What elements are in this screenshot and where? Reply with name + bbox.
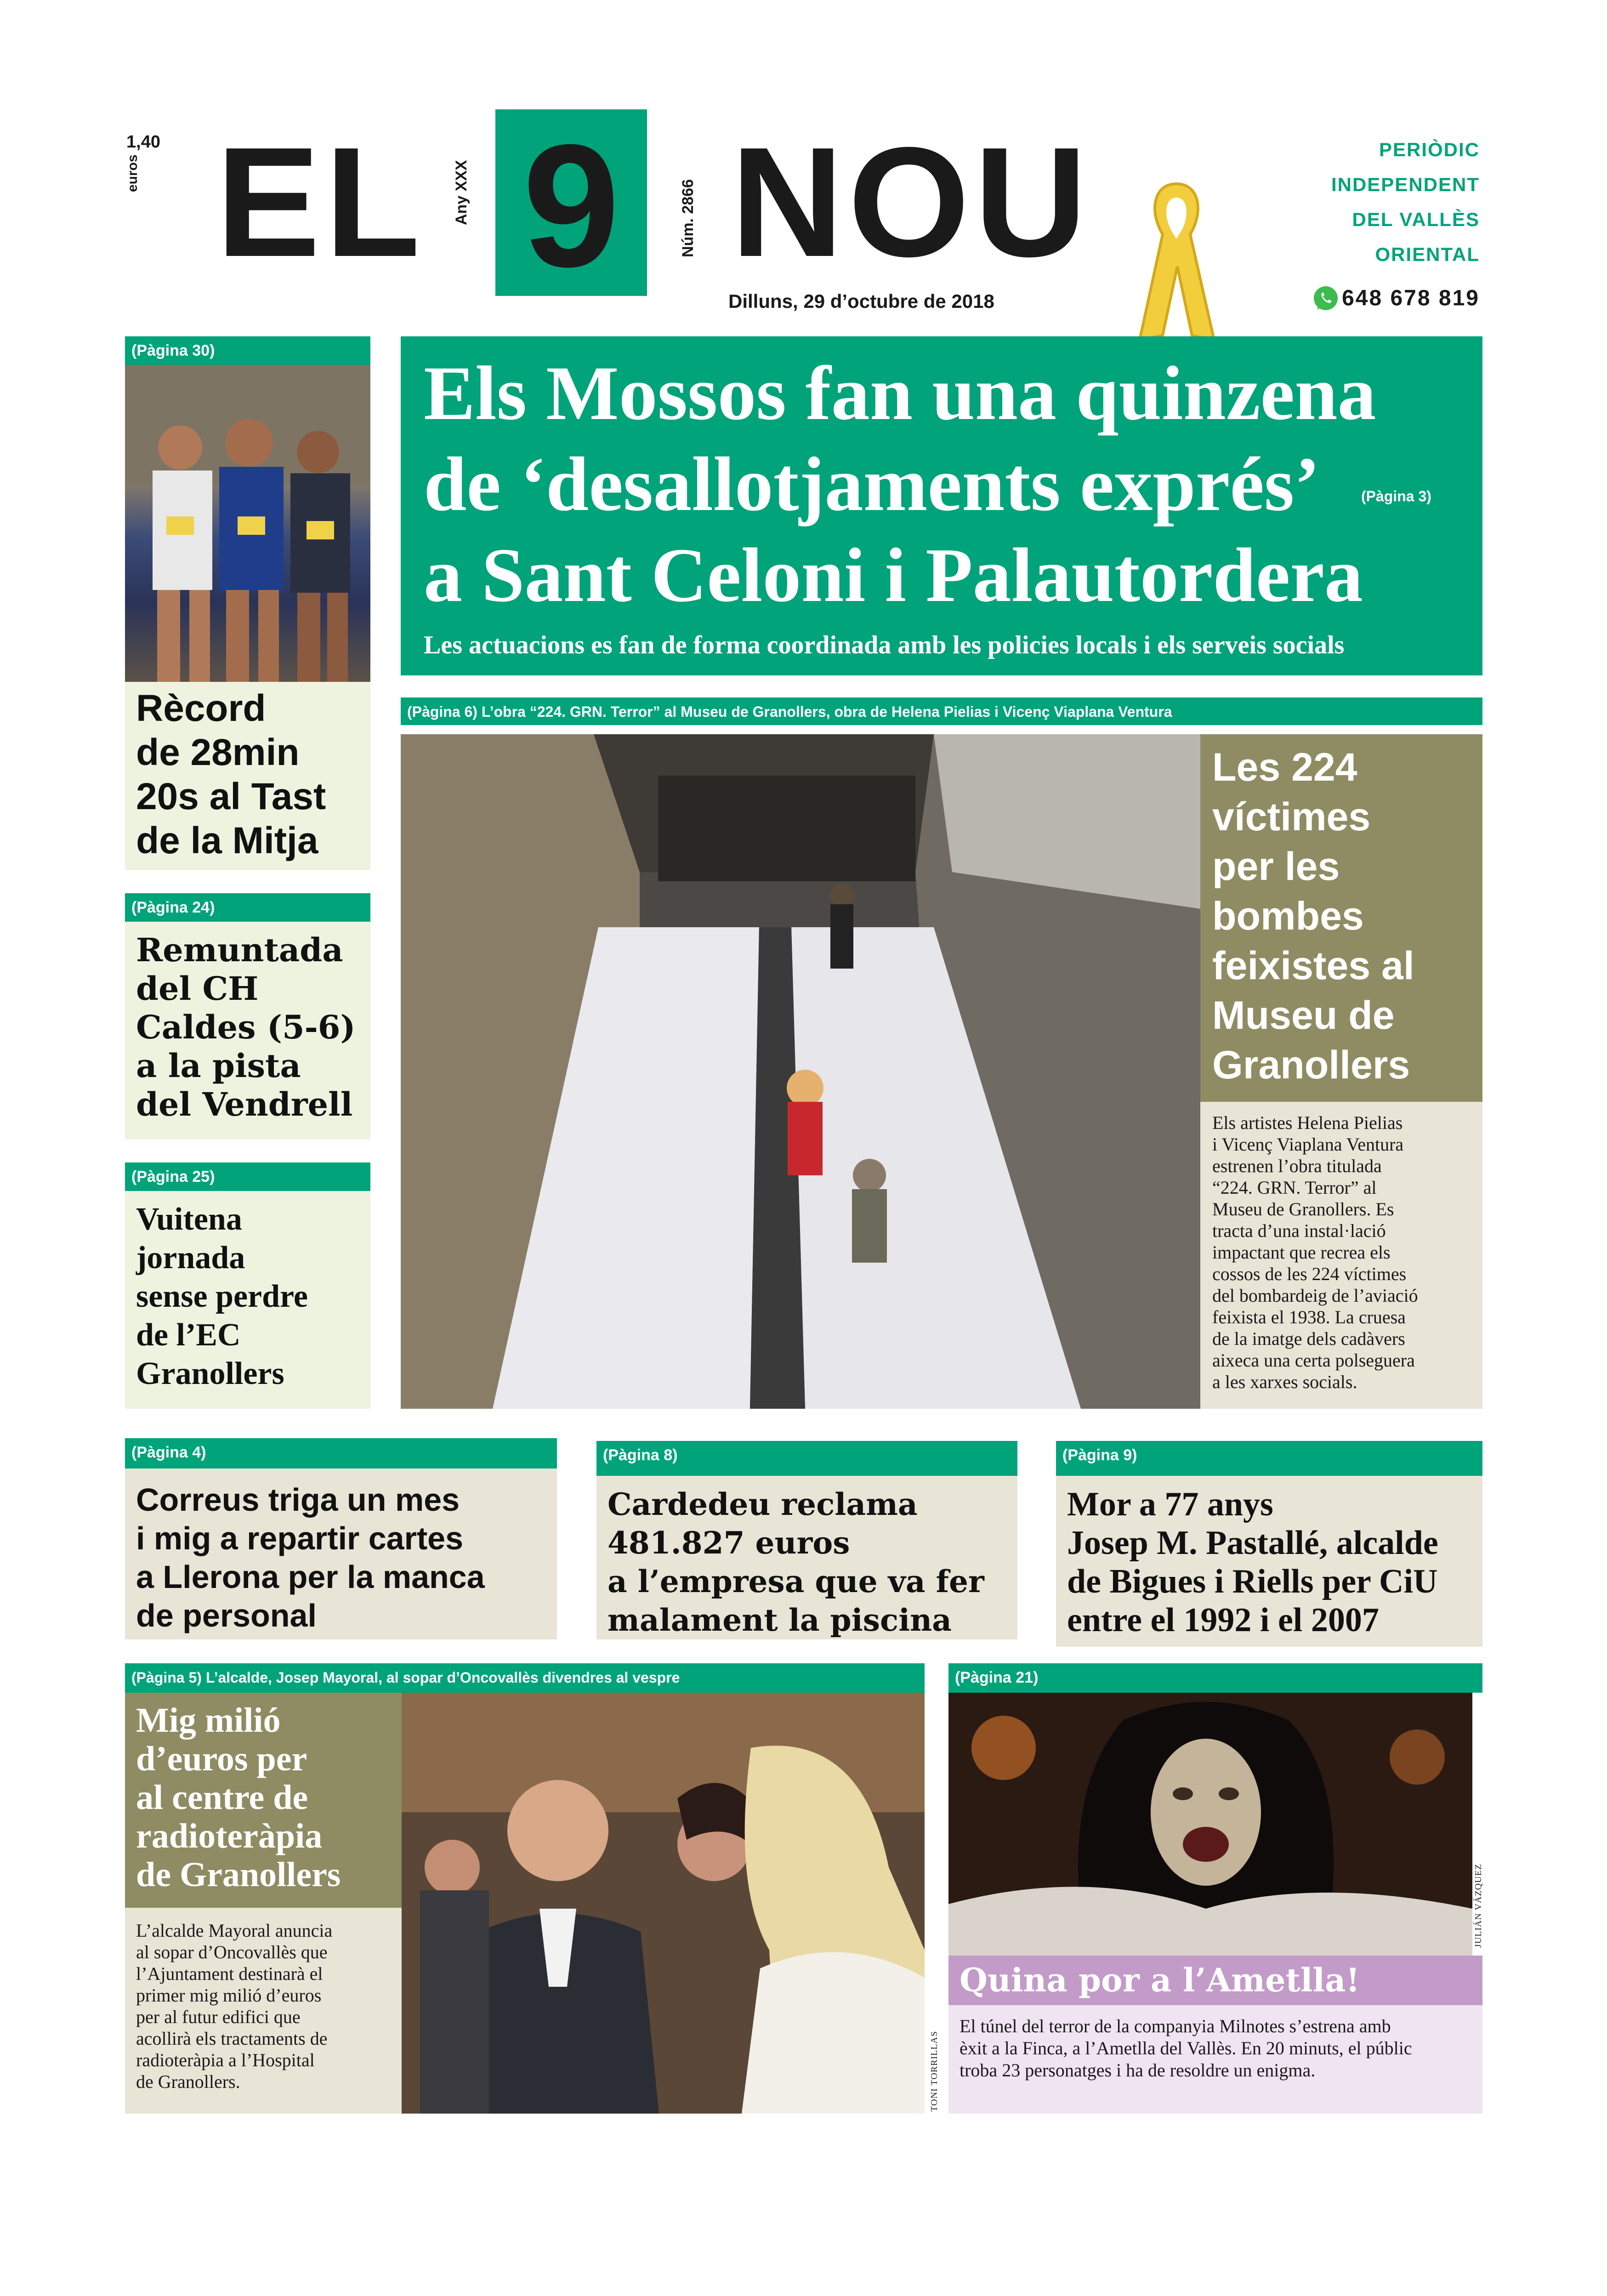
whatsapp-icon	[1312, 284, 1340, 312]
marathon-illustration	[125, 365, 370, 682]
ametlla-photo-credit: JULIÁN VÁZQUEZ	[1473, 1864, 1483, 1948]
feature-caption: (Pàgina 6) L’obra “224. GRN. Terror” al Museu de Granollers, obra de Helena Pielias i Vicenç Viaplana Ventura	[401, 697, 1482, 725]
feature-headline	[1212, 743, 1471, 1090]
headline-line: 481.827 euros	[608, 1525, 850, 1561]
body-line: a les xarxes socials.	[1212, 1372, 1357, 1392]
body-line: El túnel del terror de la companyia Milnotes s’estrena amb	[960, 2016, 1391, 2036]
row3-a-headline	[136, 1480, 546, 1635]
lead-headline-line: de ‘desallotjaments exprés’	[424, 442, 1320, 527]
sidebar-2-page: (Pàgina 24)	[125, 893, 370, 922]
feature-title-box[interactable]	[1200, 734, 1482, 1102]
bottom-left-title-box[interactable]	[125, 1693, 402, 1908]
headline-line: de l’EC	[136, 1317, 241, 1353]
sidebar-1-headline	[136, 686, 359, 863]
bottom-right-title-box[interactable]	[948, 1956, 1482, 2005]
headline-line: al centre de	[136, 1778, 308, 1817]
body-line: Museu de Granollers. Es	[1212, 1199, 1394, 1219]
bottom-right-headline: Quina por a l’Ametlla!	[960, 1961, 1360, 1999]
headline-line: Mor a 77 anys	[1067, 1485, 1273, 1523]
bottom-right-page: (Pàgina 21)	[948, 1663, 1482, 1693]
publication-date: Dilluns, 29 d’octubre de 2018	[728, 290, 994, 312]
headline-line: per les	[1212, 845, 1340, 889]
sidebar-3-story[interactable]	[125, 1191, 370, 1409]
brand-number: 9	[522, 108, 620, 303]
sidebar-3-page: (Pàgina 25)	[125, 1162, 370, 1191]
sidebar-3-headline	[136, 1200, 359, 1393]
body-line: del bombardeig de l’aviació	[1212, 1285, 1418, 1306]
sidebar-1-story[interactable]	[125, 682, 370, 870]
phone-line	[1264, 284, 1480, 312]
row3-c-story[interactable]	[1056, 1476, 1482, 1647]
museum-photo[interactable]	[401, 734, 1200, 1409]
headline-line: de personal	[136, 1598, 317, 1633]
headline-line: de la Mitja	[136, 820, 318, 862]
tagline-line: INDEPENDENT	[1331, 174, 1480, 195]
headline-line: Josep M. Pastallé, alcalde	[1067, 1524, 1438, 1562]
masthead	[0, 0, 1607, 331]
headline-line: a Llerona per la manca	[136, 1559, 485, 1595]
feature-body-box	[1200, 1102, 1482, 1409]
headline-line: malament la piscina	[608, 1602, 952, 1638]
row3-c-page: (Pàgina 9)	[1056, 1441, 1482, 1476]
body-line: tracta d’una instal·lació	[1212, 1220, 1386, 1241]
headline-line: Museu de	[1212, 993, 1395, 1037]
headline-line: feixistes al	[1212, 944, 1414, 988]
sidebar-2-story[interactable]	[125, 922, 370, 1139]
headline-line: bombes	[1212, 894, 1364, 938]
body-line: Els artistes Helena Pielias	[1212, 1112, 1403, 1133]
body-line: i Vicenç Viaplana Ventura	[1212, 1134, 1404, 1155]
bottom-right-body	[960, 2015, 1471, 2081]
bottom-left-headline	[136, 1701, 391, 1894]
body-line: al sopar d’Oncovallès que	[136, 1942, 328, 1962]
headline-line: sense perdre	[136, 1279, 308, 1314]
tagline-line: PERIÒDIC	[1379, 139, 1480, 160]
feature-body	[1212, 1112, 1471, 1393]
year-label: Any XXX	[453, 160, 470, 225]
sidebar-1-page: (Pàgina 30)	[125, 336, 370, 365]
lead-headline-line: a Sant Celoni i Palautordera	[424, 533, 1363, 618]
headline-line: Remuntada	[136, 931, 343, 969]
headline-line: del CH	[136, 969, 259, 1008]
brand-number-box	[495, 108, 647, 303]
body-line: “224. GRN. Terror” al	[1212, 1177, 1377, 1198]
headline-line: Correus triga un mes	[136, 1482, 460, 1518]
headline-line: de Granollers	[136, 1855, 341, 1894]
headline-line: de 28min	[136, 731, 300, 773]
price: 1,40	[126, 132, 160, 152]
ametlla-illustration	[948, 1693, 1472, 1956]
lead-page-ref: (Pàgina 3)	[1361, 488, 1431, 505]
headline-line: de Bigues i Riells per CiU	[1067, 1563, 1438, 1600]
headline-line: Granollers	[1212, 1043, 1410, 1087]
bottom-left-body-box	[125, 1908, 402, 2114]
row3-a-story[interactable]	[125, 1468, 557, 1639]
headline-line: Rècord	[136, 687, 266, 729]
headline-line: a l’empresa que va fer	[608, 1564, 984, 1599]
body-line: impactant que recrea els	[1212, 1242, 1391, 1263]
mayoral-illustration	[402, 1693, 925, 2114]
body-line: acollirà els tractaments de	[136, 2028, 328, 2049]
body-line: radioteràpia a l’Hospital	[136, 2050, 315, 2070]
row3-b-page: (Pàgina 8)	[596, 1441, 1017, 1476]
body-line: cossos de les 224 víctimes	[1212, 1264, 1407, 1284]
body-line: per al futur edifici que	[136, 2007, 301, 2027]
headline-line: del Vendrell	[136, 1085, 353, 1123]
body-line: l’Ajuntament destinarà el	[136, 1963, 323, 1984]
mayoral-photo-credit: TONI TORRILLAS	[929, 2031, 939, 2112]
tagline-line: ORIENTAL	[1375, 244, 1480, 265]
headline-line: Vuitena	[136, 1202, 242, 1237]
brand-nou: NOU	[731, 115, 1092, 289]
row3-b-story[interactable]	[596, 1476, 1017, 1639]
body-line: de la imatge dels cadàvers	[1212, 1328, 1405, 1349]
row3-c-headline	[1067, 1485, 1471, 1639]
marathon-photo[interactable]	[125, 365, 370, 682]
body-line: primer mig milió d’euros	[136, 1985, 322, 2006]
body-line: feixista el 1938. La cruesa	[1212, 1307, 1406, 1327]
headline-line: a la pista	[136, 1047, 301, 1085]
body-line: troba 23 personatges i ha de resoldre un enigma.	[960, 2060, 1316, 2081]
bottom-left-body	[136, 1920, 391, 2092]
headline-line: víctimes	[1212, 795, 1371, 839]
body-line: L’alcalde Mayoral anuncia	[136, 1920, 333, 1941]
ametlla-photo[interactable]	[948, 1693, 1472, 1956]
lead-subtitle: Les actuacions es fan de forma coordinada amb les policies locals i els serveis socials	[424, 631, 1345, 659]
bottom-right-body-box	[948, 2005, 1482, 2114]
museum-illustration	[401, 734, 1200, 1409]
yellow-ribbon-icon	[1135, 175, 1218, 345]
body-line: estrenen l’obra titulada	[1212, 1156, 1382, 1176]
headline-line: Granollers	[136, 1356, 284, 1391]
tagline-line: DEL VALLÈS	[1352, 209, 1480, 230]
mayoral-photo[interactable]	[402, 1693, 925, 2114]
body-line: èxit a la Finca, a l’Ametlla del Vallès. En 20 minuts, el públic	[960, 2038, 1412, 2058]
headline-line: entre el 1992 i el 2007	[1067, 1601, 1379, 1639]
phone-number: 648 678 819	[1342, 286, 1480, 311]
bottom-left-caption: (Pàgina 5) L’alcalde, Josep Mayoral, al sopar d’Oncovallès divendres al vespre	[125, 1663, 925, 1693]
headline-line: Les 224	[1212, 745, 1357, 789]
body-line: de Granollers.	[136, 2071, 240, 2092]
lead-story[interactable]	[401, 336, 1482, 675]
currency-label: euros	[125, 154, 140, 192]
headline-line: d’euros per	[136, 1740, 307, 1778]
issue-number: Núm. 2866	[679, 179, 697, 257]
sidebar-2-headline	[136, 931, 359, 1124]
tagline	[1264, 132, 1480, 272]
row3-b-headline	[608, 1485, 1006, 1639]
headline-line: radioteràpia	[136, 1817, 323, 1855]
headline-line: Mig milió	[136, 1701, 281, 1740]
headline-line: Caldes (5-6)	[136, 1008, 356, 1046]
body-line: aixeca una certa polseguera	[1212, 1350, 1415, 1371]
lead-headline-line: Els Mossos fan una quinzena	[424, 351, 1376, 436]
headline-line: 20s al Tast	[136, 776, 326, 817]
brand-el: EL	[216, 115, 425, 289]
headline-line: i mig a repartir cartes	[136, 1520, 463, 1556]
headline-line: Cardedeu reclama	[608, 1486, 918, 1522]
row3-a-page: (Pàgina 4)	[125, 1438, 557, 1468]
headline-line: jornada	[136, 1240, 245, 1276]
